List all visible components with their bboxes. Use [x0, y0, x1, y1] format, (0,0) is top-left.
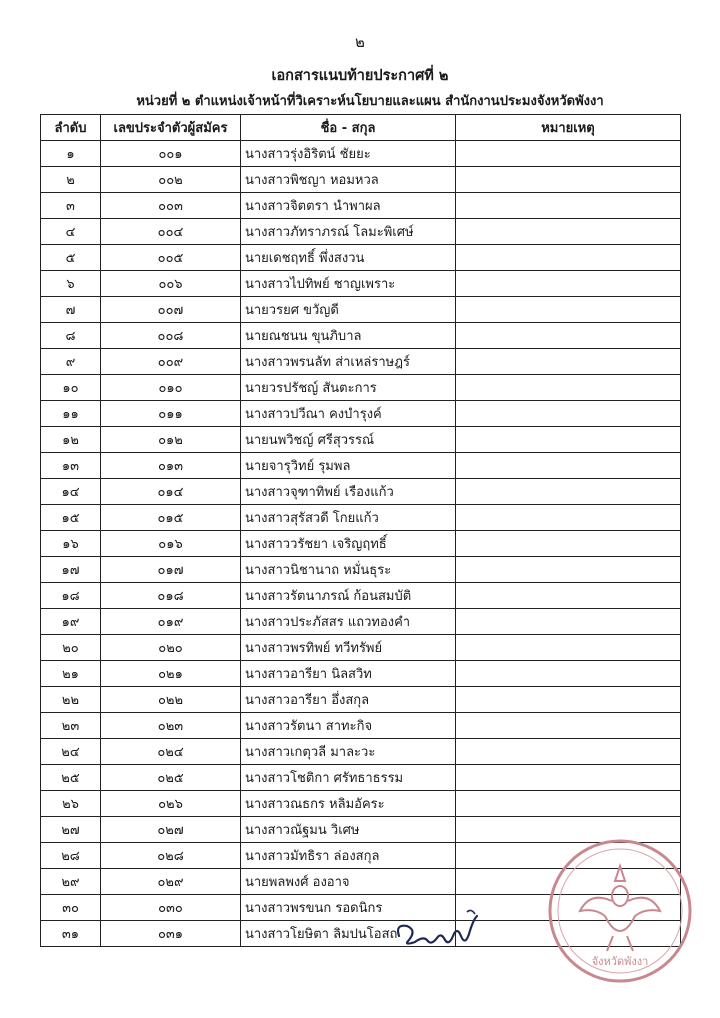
table-row	[41, 453, 681, 479]
applicant-id-cell: ๐๒๔	[101, 739, 241, 765]
full-name-cell: นางสาวพรขนก รอดนิกร	[241, 895, 456, 921]
order-cell: ๓	[41, 193, 101, 219]
full-name-cell: นางสาวนิชานาถ หมั่นธุระ	[241, 557, 456, 583]
table-row	[41, 271, 681, 297]
applicant-id-cell: ๐๑๐	[101, 375, 241, 401]
remarks-cell	[456, 323, 681, 349]
table-row	[41, 687, 681, 713]
applicant-id-cell: ๐๐๔	[101, 219, 241, 245]
table-row	[41, 141, 681, 167]
applicant-id-cell: ๐๑๙	[101, 609, 241, 635]
table-row	[41, 297, 681, 323]
full-name-cell: นางสาววรัชยา เจริญฤทธิ์	[241, 531, 456, 557]
applicant-id-cell: ๐๐๗	[101, 297, 241, 323]
remarks-cell	[456, 531, 681, 557]
header-applicant-id: เลขประจำตัวผู้สมัคร	[101, 115, 241, 141]
table-row	[41, 219, 681, 245]
applicant-id-cell: ๐๒๑	[101, 661, 241, 687]
applicant-id-cell: ๐๐๓	[101, 193, 241, 219]
full-name-cell: นางสาวไปทิพย์ ชาญเพราะ	[241, 271, 456, 297]
remarks-cell	[456, 219, 681, 245]
remarks-cell	[456, 479, 681, 505]
table-row	[41, 427, 681, 453]
remarks-cell	[456, 297, 681, 323]
applicant-id-cell: ๐๐๕	[101, 245, 241, 271]
handwritten-signature	[393, 906, 483, 952]
full-name-cell: นายวรปรัชญ์ สันตะการ	[241, 375, 456, 401]
table-row	[41, 531, 681, 557]
table-row	[41, 245, 681, 271]
table-row	[41, 609, 681, 635]
table-row	[41, 739, 681, 765]
remarks-cell	[456, 557, 681, 583]
order-cell: ๒	[41, 167, 101, 193]
document-subtitle: หน่วยที่ ๒ ตำแหน่งเจ้าหน้าที่วิเคราะห์นโยบายและแผน สำนักงานประมงจังหวัดพังงา	[136, 94, 604, 109]
table-row	[41, 505, 681, 531]
applicant-id-cell: ๐๒๕	[101, 765, 241, 791]
full-name-cell: นางสาวจุฑาทิพย์ เรืองแก้ว	[241, 479, 456, 505]
order-cell: ๙	[41, 349, 101, 375]
applicant-id-cell: ๐๒๗	[101, 817, 241, 843]
order-cell: ๑๔	[41, 479, 101, 505]
full-name-cell: นายณชนน ขุนภิบาล	[241, 323, 456, 349]
full-name-cell: นางสาวอารียา นิลสวิท	[241, 661, 456, 687]
table-row	[41, 661, 681, 687]
full-name-cell: นายเดชฤทธิ์ พึ่งสงวน	[241, 245, 456, 271]
applicant-id-cell: ๐๑๗	[101, 557, 241, 583]
table-header-row	[41, 115, 681, 141]
remarks-cell	[456, 193, 681, 219]
order-cell: ๒๐	[41, 635, 101, 661]
order-cell: ๑๗	[41, 557, 101, 583]
remarks-cell	[456, 375, 681, 401]
remarks-cell	[456, 245, 681, 271]
table-row	[41, 791, 681, 817]
remarks-cell	[456, 271, 681, 297]
page-number: ๒	[355, 33, 365, 51]
table-row	[41, 193, 681, 219]
applicant-id-cell: ๐๓๑	[101, 921, 241, 947]
applicant-table	[40, 114, 681, 947]
applicant-id-cell: ๐๑๓	[101, 453, 241, 479]
table-row	[41, 167, 681, 193]
full-name-cell: นางสาวพรทิพย์ ทวีทรัพย์	[241, 635, 456, 661]
full-name-cell: นายนพวิชญ์ ศรีสุวรรณ์	[241, 427, 456, 453]
applicant-id-cell: ๐๒๖	[101, 791, 241, 817]
order-cell: ๑	[41, 141, 101, 167]
table-row	[41, 401, 681, 427]
order-cell: ๒๕	[41, 765, 101, 791]
remarks-cell	[456, 401, 681, 427]
remarks-cell	[456, 687, 681, 713]
remarks-cell	[456, 713, 681, 739]
applicant-id-cell: ๐๑๖	[101, 531, 241, 557]
order-cell: ๑๒	[41, 427, 101, 453]
remarks-cell	[456, 453, 681, 479]
full-name-cell: นางสาวภัทราภรณ์ โลมะพิเศษ์	[241, 219, 456, 245]
applicant-id-cell: ๐๒๒	[101, 687, 241, 713]
full-name-cell: นางสาวรัตนาภรณ์ ก้อนสมบัติ	[241, 583, 456, 609]
remarks-cell	[456, 635, 681, 661]
remarks-cell	[456, 609, 681, 635]
header-order: ลำดับ	[41, 115, 101, 141]
applicant-id-cell: ๐๑๘	[101, 583, 241, 609]
applicant-id-cell: ๐๓๐	[101, 895, 241, 921]
full-name-cell: นายวรยศ ขวัญดี	[241, 297, 456, 323]
applicant-id-cell: ๐๒๙	[101, 869, 241, 895]
full-name-cell: นายจารุวิทย์ รุมพล	[241, 453, 456, 479]
full-name-cell: นางสาวรุ่งอิริตน์ ชัยยะ	[241, 141, 456, 167]
order-cell: ๒๗	[41, 817, 101, 843]
remarks-cell	[456, 739, 681, 765]
order-cell: ๕	[41, 245, 101, 271]
applicant-id-cell: ๐๑๒	[101, 427, 241, 453]
order-cell: ๑๑	[41, 401, 101, 427]
remarks-cell	[456, 167, 681, 193]
full-name-cell: นางสาวโชติกา ศรัทธาธรรม	[241, 765, 456, 791]
order-cell: ๒๙	[41, 869, 101, 895]
header-remarks: หมายเหตุ	[456, 115, 681, 141]
full-name-cell: นางสาวรัตนา สาทะกิจ	[241, 713, 456, 739]
applicant-id-cell: ๐๑๔	[101, 479, 241, 505]
full-name-cell: นางสาวณัฐมน วิเศษ	[241, 817, 456, 843]
remarks-cell	[456, 765, 681, 791]
order-cell: ๒๒	[41, 687, 101, 713]
order-cell: ๒๑	[41, 661, 101, 687]
full-name-cell: นางสาวจิตตรา นำพาผล	[241, 193, 456, 219]
table-row	[41, 765, 681, 791]
remarks-cell	[456, 427, 681, 453]
table-row	[41, 375, 681, 401]
order-cell: ๑๘	[41, 583, 101, 609]
header-full-name: ชื่อ - สกุล	[241, 115, 456, 141]
full-name-cell: นายพลพงศ์ องอาจ	[241, 869, 456, 895]
table-row	[41, 479, 681, 505]
full-name-cell: นางสาวโยษิตา ลิมปนโอสถ	[241, 921, 456, 947]
applicant-id-cell: ๐๑๑	[101, 401, 241, 427]
full-name-cell: นางสาวอารียา อึ่งสกุล	[241, 687, 456, 713]
applicant-id-cell: ๐๐๙	[101, 349, 241, 375]
order-cell: ๒๖	[41, 791, 101, 817]
table-row	[41, 583, 681, 609]
seal-caption: จังหวัดพังงา	[591, 955, 649, 968]
remarks-cell	[456, 349, 681, 375]
order-cell: ๒๓	[41, 713, 101, 739]
table-row	[41, 349, 681, 375]
order-cell: ๓๑	[41, 921, 101, 947]
full-name-cell: นางสาวสุรัสวดี โกยแก้ว	[241, 505, 456, 531]
remarks-cell	[456, 583, 681, 609]
order-cell: ๖	[41, 271, 101, 297]
applicant-id-cell: ๐๒๐	[101, 635, 241, 661]
applicant-id-cell: ๐๐๒	[101, 167, 241, 193]
full-name-cell: นางสาวปวีณา คงบำรุงค์	[241, 401, 456, 427]
order-cell: ๑๙	[41, 609, 101, 635]
table-row	[41, 323, 681, 349]
table-row	[41, 713, 681, 739]
full-name-cell: นางสาวณธกร หลิมอัคระ	[241, 791, 456, 817]
table-row	[41, 557, 681, 583]
order-cell: ๑๖	[41, 531, 101, 557]
order-cell: ๘	[41, 323, 101, 349]
applicant-id-cell: ๐๐๑	[101, 141, 241, 167]
full-name-cell: นางสาวเกตุวลี มาละวะ	[241, 739, 456, 765]
order-cell: ๑๕	[41, 505, 101, 531]
remarks-cell	[456, 141, 681, 167]
order-cell: ๓๐	[41, 895, 101, 921]
order-cell: ๑๐	[41, 375, 101, 401]
remarks-cell	[456, 791, 681, 817]
remarks-cell	[456, 505, 681, 531]
document-title: เอกสารแนบท้ายประกาศที่ ๒	[271, 68, 449, 84]
full-name-cell: นางสาวพรนลัท ส่าเหล่ราษฎร์	[241, 349, 456, 375]
order-cell: ๒๔	[41, 739, 101, 765]
full-name-cell: นางสาวพิชญา หอมหวล	[241, 167, 456, 193]
table-body	[41, 141, 681, 947]
applicant-id-cell: ๐๐๖	[101, 271, 241, 297]
full-name-cell: นางสาวมัทธิรา ล่องสกุล	[241, 843, 456, 869]
order-cell: ๔	[41, 219, 101, 245]
applicant-id-cell: ๐๒๓	[101, 713, 241, 739]
remarks-cell	[456, 661, 681, 687]
applicant-id-cell: ๐๑๕	[101, 505, 241, 531]
applicant-id-cell: ๐๐๘	[101, 323, 241, 349]
table-row	[41, 635, 681, 661]
order-cell: ๑๓	[41, 453, 101, 479]
applicant-id-cell: ๐๒๘	[101, 843, 241, 869]
full-name-cell: นางสาวประภัสสร แถวทองคำ	[241, 609, 456, 635]
order-cell: ๗	[41, 297, 101, 323]
order-cell: ๒๘	[41, 843, 101, 869]
